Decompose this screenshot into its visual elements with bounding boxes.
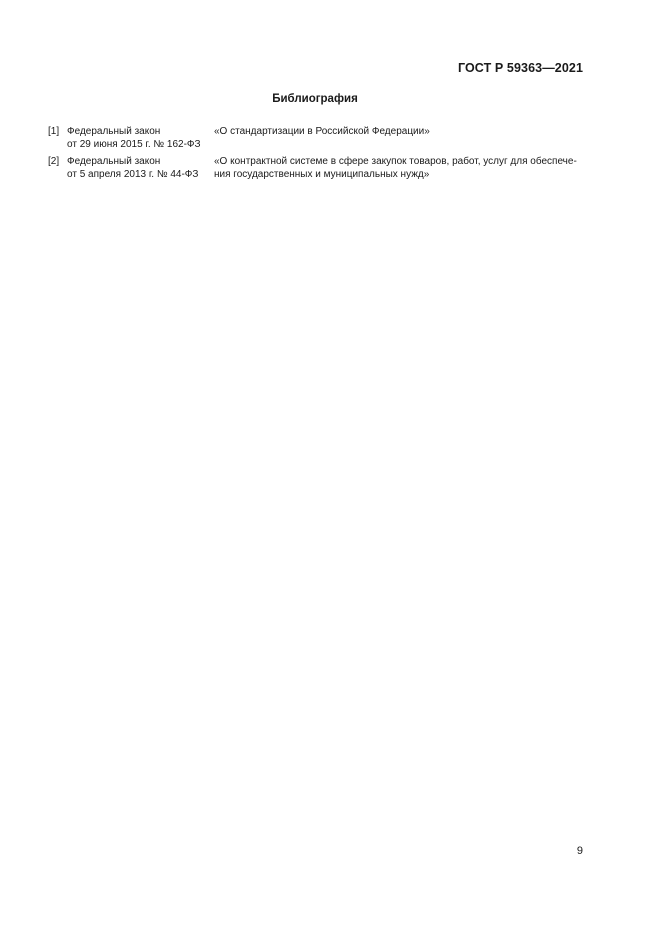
entry-title-line: ния государственных и муниципальных нужд» — [214, 169, 430, 180]
entry-title — [214, 155, 586, 181]
bibliography-entry — [48, 125, 588, 151]
entry-title — [214, 125, 586, 138]
entry-law-type: Федеральный закон — [67, 126, 161, 137]
entry-law-reference — [67, 155, 212, 181]
page-number: 9 — [576, 845, 583, 857]
document-code: ГОСТ Р 59363—2021 — [457, 61, 583, 75]
entry-law-reference — [67, 125, 212, 151]
entry-law-type: Федеральный закон — [67, 156, 161, 167]
bibliography-title: Библиография — [272, 93, 358, 105]
entry-title-line: «О стандартизации в Российской Федерации» — [214, 126, 430, 137]
entry-number: [1] — [48, 126, 60, 137]
entry-law-date-number: от 29 июня 2015 г. № 162-ФЗ — [67, 139, 201, 150]
entry-number: [2] — [48, 156, 60, 167]
bibliography-entry — [48, 155, 588, 181]
entry-law-date-number: от 5 апреля 2013 г. № 44-ФЗ — [67, 169, 199, 180]
entry-title-line: «О контрактной системе в сфере закупок товаров, работ, услуг для обеспече- — [214, 156, 577, 167]
